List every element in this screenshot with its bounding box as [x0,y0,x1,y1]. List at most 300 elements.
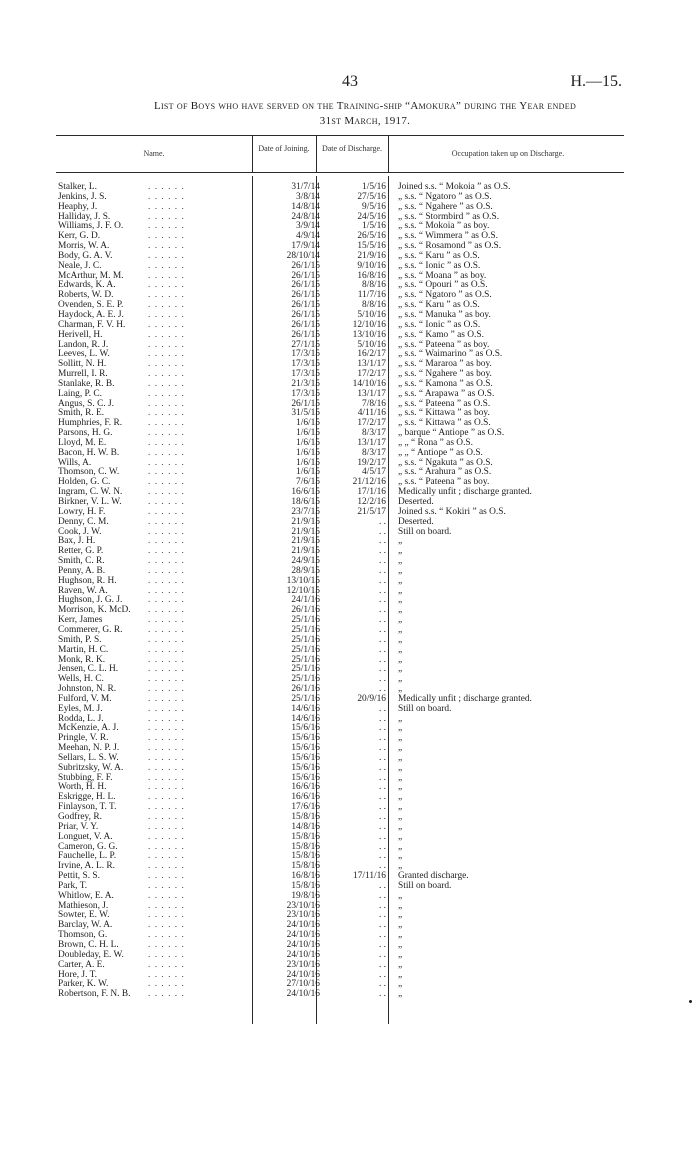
cell-date-discharge: 4/5/17 [362,467,386,478]
cell-name: Sollitt, N. H. [58,359,107,370]
cell-leader-dots: . . . . . . [148,693,185,704]
cell-name: Rodda, L. J. [58,713,104,724]
title-line-1: List of Boys who have served on the Training-ship “Amokura” during the Year ended [153,100,577,112]
cell-date-discharge: . . [378,821,386,832]
cell-date-discharge: 8/8/16 [362,300,386,311]
table-row [56,419,624,429]
cell-name: Barclay, W. A. [58,920,113,931]
cell-occupation: „ s.s. “ Kamona ” as O.S. [398,378,493,389]
cell-date-discharge: . . [378,516,386,527]
cell-occupation: „ [398,575,403,586]
cell-occupation: „ [398,654,403,665]
cell-occupation: „ [398,989,403,1000]
cell-occupation: „ barque “ Antiope ” as O.S. [398,428,505,439]
cell-date-joining: 15/8/16 [291,861,320,872]
cell-date-joining: 31/5/15 [291,408,320,419]
cell-date-joining: 27/1/15 [291,339,320,350]
cell-leader-dots: . . . . . . [148,556,185,567]
cell-name: Williams, J. F. O. [58,221,124,232]
cell-leader-dots: . . . . . . [148,280,185,291]
cell-name: Bacon, H. W. B. [58,447,120,458]
cell-leader-dots: . . . . . . [148,526,185,537]
cell-name: Commerer, G. R. [58,624,123,635]
cell-occupation: „ [398,723,403,734]
cell-name: Angus, S. C. J. [58,398,115,409]
cell-leader-dots: . . . . . . [148,388,185,399]
cell-date-joining: 24/10/16 [286,920,320,931]
cell-occupation: „ [398,920,403,931]
cell-name: Hughson, R. H. [58,575,117,586]
cell-name: McKenzie, A. J. [58,723,119,734]
cell-date-joining: 23/10/16 [286,959,320,970]
cell-leader-dots: . . . . . . [148,605,185,616]
cell-leader-dots: . . . . . . [148,497,185,507]
cell-leader-dots: . . . . . . [148,565,185,576]
cell-occupation: „ s.s. “ Moana ” as boy. [398,270,487,281]
cell-date-discharge: . . [378,536,386,547]
table-row [56,409,624,419]
cell-date-joining: 26/1/15 [291,398,320,409]
table-row [56,311,624,321]
table-row [56,793,624,803]
cell-date-discharge: 20/9/16 [357,693,386,704]
cell-date-joining: 1/6/15 [296,428,320,439]
cell-name: Holden, G. C. [58,477,111,488]
cell-date-discharge: 17/11/16 [353,871,386,882]
table-row [56,754,624,764]
table-row [56,882,624,892]
cell-occupation: „ [398,831,403,842]
cell-leader-dots: . . . . . . [148,930,185,941]
table-row [56,596,624,606]
cell-date-joining: 24/10/16 [286,989,320,1000]
cell-occupation: „ [398,752,403,763]
cell-name: Johnston, N. R. [58,684,117,695]
cell-occupation: Granted discharge. [398,871,469,882]
cell-occupation: „ [398,969,403,980]
table-row [56,606,624,616]
cell-leader-dots: . . . . . . [148,821,185,832]
table-row [56,557,624,567]
cell-leader-dots: . . . . . . [148,851,185,862]
cell-leader-dots: . . . . . . [148,477,185,488]
cell-occupation: „ [398,900,403,911]
cell-date-joining: 25/1/16 [291,664,320,675]
table-row [56,468,624,478]
cell-date-joining: 17/3/15 [291,369,320,380]
cell-leader-dots: . . . . . . [148,615,185,626]
cell-leader-dots: . . . . . . [148,201,185,212]
cell-name: Lowry, H. F. [58,506,106,517]
cell-name: Martin, H. C. [58,644,109,655]
cell-date-joining: 25/1/16 [291,693,320,704]
cell-occupation: „ [398,890,403,901]
cell-name: Jensen, C. L. H. [58,664,119,675]
cell-date-discharge: 19/2/17 [357,457,386,468]
cell-date-discharge: . . [378,939,386,950]
table-row [56,675,624,685]
cell-occupation: „ s.s. “ Ngahere ” as boy. [398,369,492,380]
cell-date-joining: 28/10/14 [286,250,320,261]
column-rule-joining [252,135,253,172]
column-header-discharge: Date of Discharge. [321,144,383,153]
cell-date-joining: 16/6/16 [291,782,320,793]
cell-date-joining: 25/1/16 [291,634,320,645]
cell-leader-dots: . . . . . . [148,880,185,891]
cell-date-discharge: . . [378,792,386,803]
table-row [56,636,624,646]
cell-name: McArthur, M. M. [58,270,124,281]
cell-date-discharge: 13/1/17 [357,359,386,370]
cell-leader-dots: . . . . . . [148,644,185,655]
cell-name: Doubleday, E. W. [58,949,124,960]
cell-date-discharge: . . [378,890,386,901]
cell-occupation: „ [398,802,403,813]
cell-occupation: „ „ “ Rona ” as O.S. [398,437,473,448]
cell-name: Halliday, J. S. [58,211,111,222]
cell-occupation: „ [398,910,403,921]
cell-occupation: „ [398,959,403,970]
cell-date-discharge: . . [378,841,386,852]
cell-date-discharge: 26/5/16 [357,231,386,242]
cell-date-joining: 17/3/15 [291,388,320,399]
cell-leader-dots: . . . . . . [148,231,185,242]
cell-date-discharge: 5/10/16 [357,309,386,320]
cell-date-joining: 4/9/14 [296,231,320,242]
cell-date-joining: 14/6/16 [291,703,320,714]
table-row [56,744,624,754]
cell-leader-dots: . . . . . . [148,713,185,724]
cell-name: Smith, R. E. [58,408,105,419]
cell-date-joining: 24/8/14 [291,211,320,222]
cell-date-joining: 15/6/16 [291,733,320,744]
cell-date-discharge: 8/8/16 [362,280,386,291]
cell-occupation: „ [398,556,403,567]
cell-date-joining: 21/3/15 [291,378,320,389]
cell-name: Ovenden, S. E. P. [58,300,124,311]
cell-date-joining: 16/6/15 [291,487,320,498]
cell-date-discharge: 8/3/17 [362,428,386,439]
cell-name: Wells, H. C. [58,674,104,685]
cell-name: Lloyd, M. E. [58,437,107,448]
cell-name: Charman, F. V. H. [58,319,126,330]
cell-date-joining: 25/1/16 [291,654,320,665]
column-rule-discharge [316,135,317,172]
table-row [56,764,624,774]
cell-name: Pringle, V. R. [58,733,109,744]
cell-name: Parsons, H. G. [58,428,113,439]
cell-occupation: „ [398,939,403,950]
cell-name: Heaphy, J. [58,201,98,212]
cell-name: Carter, A. E. [58,959,105,970]
cell-date-discharge: . . [378,585,386,596]
cell-occupation: Deserted. [398,516,434,527]
table-row [56,931,624,941]
cell-leader-dots: . . . . . . [148,378,185,389]
cell-date-discharge: . . [378,556,386,567]
cell-date-joining: 24/10/16 [286,969,320,980]
cell-occupation: Still on board. [398,526,452,537]
cell-occupation: Medically unfit ; discharge granted. [398,693,532,704]
cell-date-discharge: 13/10/16 [352,329,386,340]
cell-name: Parker, K. W. [58,979,109,990]
cell-date-discharge: . . [378,900,386,911]
cell-date-joining: 21/9/15 [291,536,320,547]
cell-occupation: „ s.s. “ Ngatoro ” as O.S. [398,290,492,301]
table-row [56,813,624,823]
cell-occupation: „ [398,664,403,675]
cell-occupation: Still on board. [398,703,452,714]
table-row [56,301,624,311]
cell-occupation: „ s.s. “ Karu ” as O.S. [398,300,480,311]
cell-date-discharge: 13/1/17 [357,388,386,399]
cell-date-discharge: . . [378,546,386,557]
cell-occupation: Deserted. [398,497,434,507]
cell-date-discharge: 16/8/16 [357,270,386,281]
cell-date-discharge: 12/2/16 [357,497,386,507]
cell-date-joining: 14/8/16 [291,821,320,832]
cell-leader-dots: . . . . . . [148,684,185,695]
cell-date-joining: 23/10/16 [286,900,320,911]
cell-date-discharge: . . [378,674,386,685]
table-row [56,971,624,981]
table-row [56,833,624,843]
cell-name: Fauchelle, L. P. [58,851,117,862]
cell-name: Longuet, V. A. [58,831,113,842]
cell-occupation: Still on board. [398,880,452,891]
cell-date-joining: 15/6/16 [291,772,320,783]
cell-leader-dots: . . . . . . [148,920,185,931]
cell-occupation: „ [398,930,403,941]
cell-name: Monk, R. K. [58,654,106,665]
table-row [56,892,624,902]
cell-date-joining: 16/6/16 [291,792,320,803]
cell-date-joining: 1/6/15 [296,418,320,429]
cell-date-joining: 25/1/16 [291,644,320,655]
table-row [56,183,624,193]
cell-leader-dots: . . . . . . [148,812,185,822]
cell-date-discharge: 21/9/16 [357,250,386,261]
table-row [56,911,624,921]
table-row [56,350,624,360]
table-row [56,980,624,990]
table-row [56,242,624,252]
cell-date-joining: 14/6/16 [291,713,320,724]
cell-date-joining: 16/8/16 [291,871,320,882]
cell-occupation: „ s.s. “ Pateena ” as boy. [398,339,490,350]
cell-name: Jenkins, J. S. [58,191,107,202]
cell-date-discharge: . . [378,772,386,783]
table-row [56,193,624,203]
cell-date-joining: 26/1/15 [291,300,320,311]
cell-name: Haydock, A. E. J. [58,309,124,320]
table-row [56,724,624,734]
cell-date-joining: 1/6/15 [296,447,320,458]
cell-date-discharge: . . [378,654,386,665]
table-row [56,646,624,656]
cell-name: Fulford, V. M. [58,693,112,704]
cell-date-discharge: . . [378,930,386,941]
cell-leader-dots: . . . . . . [148,723,185,734]
cell-date-discharge: 13/1/17 [357,437,386,448]
table-row [56,616,624,626]
cell-date-discharge: . . [378,595,386,606]
cell-leader-dots: . . . . . . [148,585,185,596]
cell-occupation: „ [398,605,403,616]
page-number: 43 [342,73,358,90]
document-reference: H.—15. [570,73,622,90]
cell-leader-dots: . . . . . . [148,969,185,980]
table-row [56,587,624,597]
cell-name: Smith, P. S. [58,634,102,645]
cell-name: Hughson, J. G. J. [58,595,123,606]
cell-date-joining: 18/6/15 [291,497,320,507]
cell-date-joining: 26/1/15 [291,280,320,291]
cell-name: Finlayson, T. T. [58,802,117,813]
cell-leader-dots: . . . . . . [148,506,185,517]
cell-date-discharge: . . [378,752,386,763]
table-row [56,941,624,951]
cell-date-discharge: 21/12/16 [352,477,386,488]
cell-name: Priar, V. Y. [58,821,99,832]
cell-occupation: „ [398,565,403,576]
cell-leader-dots: . . . . . . [148,762,185,773]
cell-occupation: „ [398,772,403,783]
cell-occupation: „ [398,536,403,547]
cell-date-discharge: . . [378,782,386,793]
cell-occupation: „ [398,595,403,606]
cell-date-joining: 15/8/16 [291,880,320,891]
cell-leader-dots: . . . . . . [148,329,185,340]
cell-date-discharge: . . [378,949,386,960]
cell-date-joining: 1/6/15 [296,467,320,478]
cell-occupation: „ [398,841,403,852]
cell-date-joining: 17/3/15 [291,359,320,370]
cell-date-discharge: 16/2/17 [357,349,386,360]
column-header-name: Name. [143,149,165,158]
cell-date-joining: 3/8/14 [296,191,320,202]
cell-leader-dots: . . . . . . [148,890,185,901]
cell-date-discharge: 17/2/17 [357,369,386,380]
table-row [56,390,624,400]
cell-occupation: „ [398,674,403,685]
cell-occupation: „ [398,979,403,990]
cell-occupation: „ [398,812,403,822]
cell-occupation: „ s.s. “ Pateena ” as O.S. [398,398,491,409]
cell-leader-dots: . . . . . . [148,221,185,232]
table-row [56,921,624,931]
table-row [56,734,624,744]
cell-leader-dots: . . . . . . [148,634,185,645]
table-row [56,252,624,262]
table-row [56,439,624,449]
table-row [56,222,624,232]
cell-name: Laing, P. C. [58,388,103,399]
cell-occupation: „ s.s. “ Ngahere ” as O.S. [398,201,493,212]
cell-date-joining: 3/9/14 [296,221,320,232]
cell-name: Park, T. [58,880,88,891]
table-row [56,429,624,439]
cell-occupation: „ [398,851,403,862]
table-row [56,400,624,410]
cell-occupation: Joined s.s. “ Mokoia ” as O.S. [398,182,511,192]
table-row [56,537,624,547]
cell-date-discharge: . . [378,703,386,714]
cell-occupation: Joined s.s. “ Kokiri ” as O.S. [398,506,506,517]
table-row [56,272,624,282]
table-row [56,626,624,636]
cell-occupation: „ s.s. “ Pateena ” as boy. [398,477,490,488]
table-row [56,281,624,291]
cell-date-discharge: 14/10/16 [352,378,386,389]
cell-date-joining: 19/8/16 [291,890,320,901]
table-row [56,774,624,784]
cell-occupation: „ s.s. “ Mokoia ” as boy. [398,221,490,232]
cell-leader-dots: . . . . . . [148,457,185,468]
cell-leader-dots: . . . . . . [148,369,185,380]
table-row [56,577,624,587]
cell-date-discharge: . . [378,644,386,655]
cell-leader-dots: . . . . . . [148,831,185,842]
cell-name: Ingram, C. W. N. [58,487,123,498]
cell-date-discharge: . . [378,634,386,645]
cell-leader-dots: . . . . . . [148,733,185,744]
cell-date-joining: 25/1/16 [291,624,320,635]
cell-occupation: Medically unfit ; discharge granted. [398,487,532,498]
cell-date-joining: 26/1/15 [291,290,320,301]
cell-leader-dots: . . . . . . [148,428,185,439]
cell-date-discharge: . . [378,743,386,754]
cell-occupation: „ [398,743,403,754]
cell-leader-dots: . . . . . . [148,841,185,852]
cell-date-joining: 1/6/15 [296,437,320,448]
cell-date-joining: 27/10/16 [286,979,320,990]
cell-name: Thomson, G. [58,930,108,941]
table-header-top-rule [56,135,624,136]
cell-date-joining: 24/10/16 [286,930,320,941]
cell-date-discharge: . . [378,605,386,616]
cell-leader-dots: . . . . . . [148,871,185,882]
cell-leader-dots: . . . . . . [148,900,185,911]
cell-occupation: „ s.s. “ Kittawa ” as O.S. [398,418,491,429]
cell-date-discharge: 8/3/17 [362,447,386,458]
cell-date-discharge: . . [378,920,386,931]
cell-leader-dots: . . . . . . [148,270,185,281]
table-row [56,370,624,380]
cell-leader-dots: . . . . . . [148,939,185,950]
cell-leader-dots: . . . . . . [148,536,185,547]
cell-name: Whitlow, E. A. [58,890,114,901]
cell-name: Smith, C. R. [58,556,105,567]
cell-name: Body, G. A. V. [58,250,113,261]
table-row [56,567,624,577]
cell-leader-dots: . . . . . . [148,290,185,301]
cell-leader-dots: . . . . . . [148,546,185,557]
cell-name: Subritzsky, W. A. [58,762,124,773]
cell-date-joining: 23/7/15 [291,506,320,517]
cell-name: Stanlake, R. B. [58,378,115,389]
cell-date-joining: 26/1/16 [291,605,320,616]
cell-occupation: „ s.s. “ Kittawa ” as boy. [398,408,490,419]
cell-name: Penny, A. B. [58,565,106,576]
cell-name: Cook, J. W. [58,526,102,537]
table-row [56,843,624,853]
cell-date-discharge: . . [378,910,386,921]
cell-name: Brown, C. H. L. [58,939,119,950]
cell-occupation: „ „ “ Antiope ” as O.S. [398,447,483,458]
cell-date-joining: 15/6/16 [291,752,320,763]
cell-occupation: „ s.s. “ Mararoa ” as boy. [398,359,492,370]
